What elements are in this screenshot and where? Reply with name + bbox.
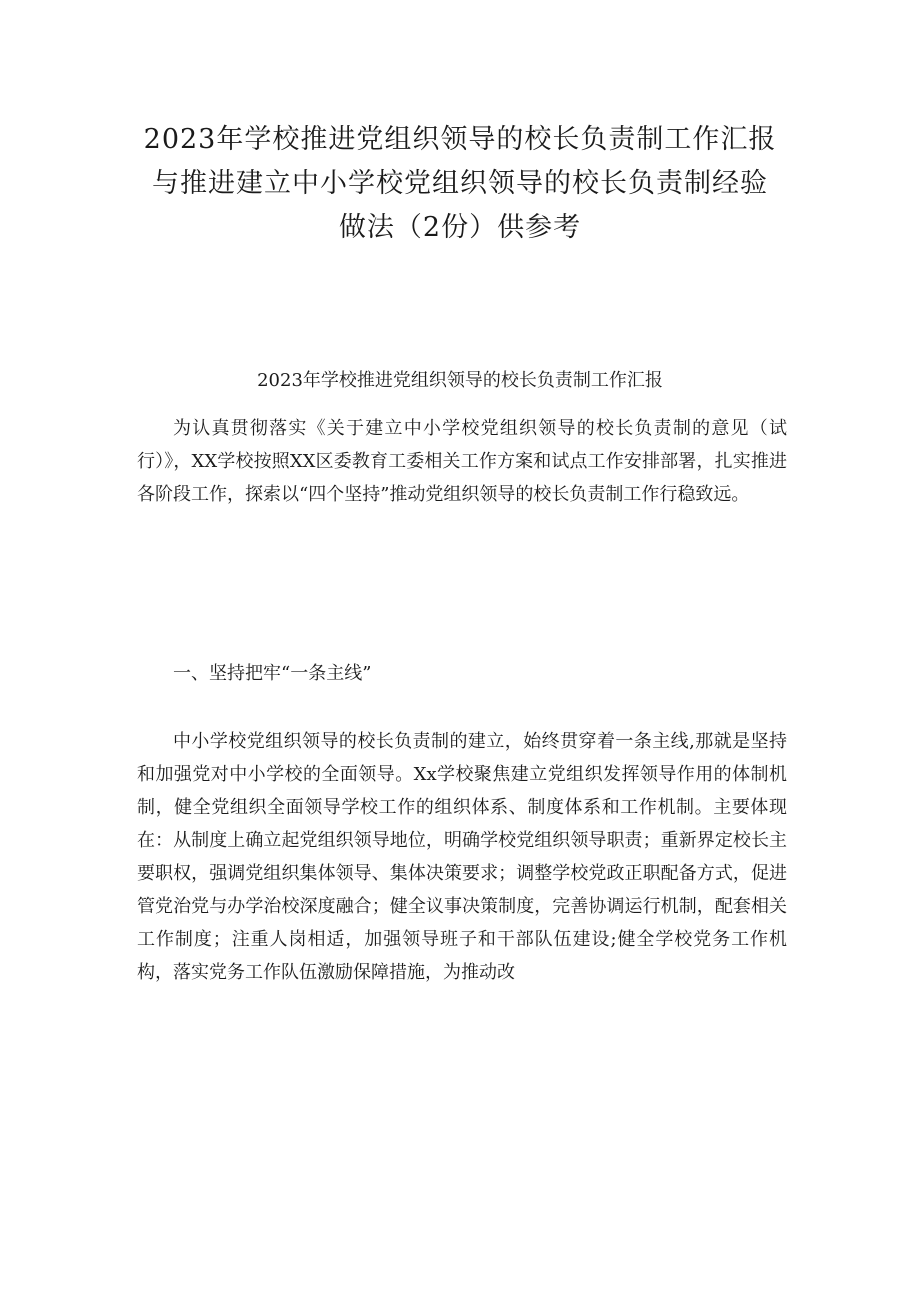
- intro-paragraph: 为认真贯彻落实《关于建立中小学校党组织领导的校长负责制的意见（试行）》，XX学校按照XX区委教育工委相关工作方案和试点工作安排部署，扎实推进各阶段工作，探索以“四个坚持”推动党组织领导的校长负责制工作行稳致远。: [137, 418, 787, 505]
- section-subtitle: 2023年学校推进党组织领导的校长负责制工作汇报: [257, 370, 663, 391]
- section-heading: 一、坚持把牢“一条主线”: [173, 663, 372, 684]
- body-paragraph: 中小学校党组织领导的校长负责制的建立，始终贯穿着一条主线,那就是坚持和加强党对中小学校的全面领导。Xx学校聚焦建立党组织发挥领导作用的体制机制，健全党组织全面领导学校工作的组织体系、制度体系和工作机制。主要体现在：从制度上确立起党组织领导地位，明确学校党组织领导职责；重新界定校长主要职权，强调党组织集体领导、集体决策要求；调整学校党政正职配备方式，促进管党治党与办学治校深度融合；健全议事决策制度，完善协调运行机制，配套相关工作制度；注重人岗相适，加强领导班子和干部队伍建设;健全学校党务工作机构，落实党务工作队伍激励保障措施，为推动改: [137, 731, 787, 983]
- document-title: [100, 118, 820, 250]
- title-line-2: 与推进建立中小学校党组织领导的校长负责制经验: [152, 168, 768, 199]
- title-line-3: 做法（2份）供参考: [338, 212, 582, 243]
- title-line-1: 2023年学校推进党组织领导的校长负责制工作汇报: [143, 124, 777, 155]
